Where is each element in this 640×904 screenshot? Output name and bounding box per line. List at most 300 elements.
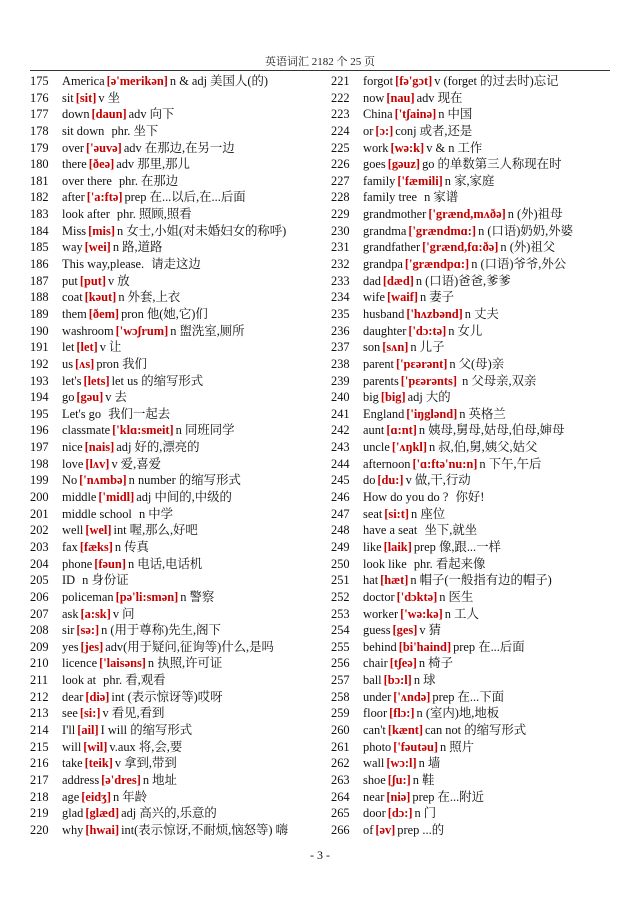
entry-definition: n 女儿 bbox=[448, 323, 483, 338]
entry-number: 264 bbox=[331, 789, 350, 804]
entry-phonetic: [lʌv] bbox=[85, 456, 110, 471]
entry-word: like bbox=[363, 539, 382, 554]
vocab-entry bbox=[30, 306, 330, 323]
entry-definition: prep 在...下面 bbox=[432, 689, 504, 704]
entry-word: shoe bbox=[363, 772, 386, 787]
entry-phonetic: ['dɔ:tə] bbox=[408, 323, 447, 338]
vocab-entry bbox=[30, 123, 330, 140]
entry-definition: n 座位 bbox=[411, 506, 446, 521]
entry-definition: n 家,家庭 bbox=[444, 173, 495, 188]
entry-word: sir bbox=[62, 623, 75, 638]
entry-definition: int 喔,那么,好吧 bbox=[113, 523, 198, 538]
entry-word: near bbox=[363, 789, 385, 804]
entry-definition: conj 或者,还是 bbox=[395, 123, 473, 138]
entry-number: 253 bbox=[331, 606, 350, 621]
entry-phonetic: [ʃu:] bbox=[387, 772, 411, 787]
entry-number: 201 bbox=[30, 506, 49, 521]
entry-number: 211 bbox=[30, 673, 49, 688]
entry-number: 234 bbox=[331, 290, 350, 305]
entry-word: China bbox=[363, 107, 393, 122]
entry-phonetic: [bi'haind] bbox=[398, 639, 452, 654]
entry-number: 214 bbox=[30, 722, 49, 737]
entry-phonetic: ['grændmɑ:] bbox=[408, 223, 477, 238]
entry-word: will bbox=[62, 739, 82, 754]
entry-number: 215 bbox=[30, 739, 49, 754]
vocab-entry bbox=[331, 73, 613, 90]
entry-word: forgot bbox=[363, 74, 394, 88]
entry-phonetic: [wɔ:l] bbox=[386, 756, 417, 771]
vocab-entry bbox=[331, 273, 613, 290]
entry-definition: v 做,干,行动 bbox=[405, 473, 471, 488]
entry-number: 221 bbox=[331, 74, 350, 88]
entry-definition: v 猜 bbox=[419, 623, 442, 638]
entry-number: 263 bbox=[331, 772, 350, 787]
entry-definition: v 让 bbox=[99, 340, 122, 355]
entry-number: 261 bbox=[331, 739, 350, 754]
entry-phonetic: [let] bbox=[76, 340, 98, 355]
vocab-entry bbox=[30, 206, 330, 223]
vocab-entry bbox=[331, 722, 613, 739]
entry-phonetic: ['iŋglənd] bbox=[406, 406, 458, 421]
vocab-entry bbox=[30, 755, 330, 772]
vocab-entry bbox=[30, 223, 330, 240]
entry-definition: adj 中间的,中级的 bbox=[136, 490, 232, 505]
entry-definition: phr. 坐下 bbox=[108, 123, 159, 138]
entry-definition: phr. 在那边 bbox=[115, 173, 179, 188]
entry-number: 254 bbox=[331, 623, 350, 638]
entry-phonetic: ['wɔʃrum] bbox=[115, 323, 169, 338]
entry-number: 243 bbox=[331, 440, 350, 455]
vocab-entry bbox=[331, 522, 613, 539]
entry-word: grandpa bbox=[363, 257, 403, 272]
entry-definition: n 身份证 bbox=[79, 573, 129, 588]
vocab-column-right bbox=[331, 73, 613, 838]
vocab-entry bbox=[331, 739, 613, 756]
entry-number: 209 bbox=[30, 639, 49, 654]
entry-definition: n 球 bbox=[413, 673, 436, 688]
vocab-entry bbox=[30, 506, 330, 523]
entry-number: 195 bbox=[30, 406, 49, 421]
entry-number: 237 bbox=[331, 340, 350, 355]
entry-word: have a seat bbox=[363, 523, 418, 538]
header-divider bbox=[30, 70, 610, 71]
entry-phonetic: [ðem] bbox=[88, 306, 120, 321]
vocab-entry bbox=[30, 705, 330, 722]
entry-definition: phr. 照顾,照看 bbox=[113, 207, 192, 222]
vocab-entry bbox=[30, 822, 330, 839]
vocab-entry bbox=[331, 456, 613, 473]
vocab-entry bbox=[331, 256, 613, 273]
entry-number: 179 bbox=[30, 140, 49, 155]
entry-number: 229 bbox=[331, 207, 350, 222]
entry-number: 181 bbox=[30, 173, 49, 188]
entry-phonetic: [nais] bbox=[84, 440, 115, 455]
vocab-entry bbox=[331, 822, 613, 839]
entry-word: now bbox=[363, 90, 385, 105]
entry-phonetic: ['wə:kə] bbox=[400, 606, 443, 621]
entry-number: 210 bbox=[30, 656, 49, 671]
entry-number: 228 bbox=[331, 190, 350, 205]
entry-definition: n (外)祖母 bbox=[507, 207, 563, 222]
entry-definition: v & n 工作 bbox=[426, 140, 483, 155]
entry-definition: let us 的缩写形式 bbox=[111, 373, 204, 388]
entry-word: nice bbox=[62, 440, 83, 455]
entry-definition: n 路,道路 bbox=[112, 240, 163, 255]
entry-word: policeman bbox=[62, 589, 114, 604]
entry-phonetic: ['ʌndə] bbox=[393, 689, 431, 704]
entry-phonetic: [ɔ:] bbox=[375, 123, 394, 138]
entry-definition: n 中学 bbox=[135, 506, 174, 521]
entry-word: can't bbox=[363, 722, 386, 737]
entry-phonetic: [glæd] bbox=[85, 806, 120, 821]
vocab-entry bbox=[30, 389, 330, 406]
vocab-entry bbox=[331, 606, 613, 623]
entry-definition: n 父(母)亲 bbox=[449, 356, 505, 371]
entry-number: 175 bbox=[30, 74, 49, 88]
entry-word: washroom bbox=[62, 323, 114, 338]
entry-number: 231 bbox=[331, 240, 350, 255]
entry-definition: pron 他(她,它)们 bbox=[121, 306, 208, 321]
vocab-entry bbox=[331, 572, 613, 589]
vocab-entry bbox=[30, 189, 330, 206]
entry-definition: go 的单数第三人称现在时 bbox=[422, 157, 562, 172]
entry-definition: adv 在那边,在另一边 bbox=[123, 140, 235, 155]
vocab-entry bbox=[331, 689, 613, 706]
entry-word: daughter bbox=[363, 323, 407, 338]
entry-phonetic: ['hʌzbənd] bbox=[406, 306, 463, 321]
entry-word: look at bbox=[62, 673, 97, 688]
entry-number: 266 bbox=[331, 822, 350, 837]
entry-number: 185 bbox=[30, 240, 49, 255]
entry-word: This way,please. bbox=[62, 257, 145, 272]
entry-number: 188 bbox=[30, 290, 49, 305]
entry-definition: n 照片 bbox=[439, 739, 475, 754]
entry-word: parent bbox=[363, 356, 394, 371]
entry-word: grandfather bbox=[363, 240, 421, 255]
entry-word: husband bbox=[363, 306, 405, 321]
entry-phonetic: ['grændpɑ:] bbox=[404, 257, 470, 272]
entry-phonetic: ['fæmili] bbox=[397, 173, 443, 188]
entry-word: worker bbox=[363, 606, 399, 621]
entry-word: of bbox=[363, 822, 374, 837]
entry-phonetic: [kəut] bbox=[84, 290, 117, 305]
entry-definition: prep 在...以后,在...后面 bbox=[124, 190, 246, 205]
vocab-entry bbox=[30, 539, 330, 556]
entry-word: after bbox=[62, 190, 85, 205]
entry-word: over bbox=[62, 140, 85, 155]
vocab-column-left bbox=[30, 73, 330, 838]
vocab-entry bbox=[30, 156, 330, 173]
vocab-entry bbox=[30, 589, 330, 606]
entry-definition: n 工人 bbox=[444, 606, 479, 621]
vocab-entry bbox=[331, 239, 613, 256]
entry-word: why bbox=[62, 822, 84, 837]
entry-word: fax bbox=[62, 539, 78, 554]
entry-phonetic: [daun] bbox=[91, 107, 127, 122]
entry-phonetic: ['grænd,fɑ:ðə] bbox=[422, 240, 499, 255]
entry-phonetic: [pə'li:smən] bbox=[115, 589, 179, 604]
entry-number: 208 bbox=[30, 623, 49, 638]
entry-number: 198 bbox=[30, 456, 49, 471]
entry-word: No bbox=[62, 473, 78, 488]
entry-word: put bbox=[62, 273, 78, 288]
entry-word: dear bbox=[62, 689, 84, 704]
entry-phonetic: [sʌn] bbox=[382, 340, 409, 355]
entry-definition: adj 大的 bbox=[407, 390, 451, 405]
entry-definition: n (用于尊称)先生,阁下 bbox=[101, 623, 221, 638]
entry-phonetic: [lets] bbox=[83, 373, 110, 388]
entry-number: 232 bbox=[331, 257, 350, 272]
entry-phonetic: [ðeə] bbox=[88, 157, 115, 172]
vocab-entry bbox=[331, 589, 613, 606]
entry-number: 242 bbox=[331, 423, 350, 438]
entry-number: 206 bbox=[30, 589, 49, 604]
entry-phonetic: [fəun] bbox=[94, 556, 126, 571]
vocab-entry bbox=[331, 489, 613, 506]
entry-definition: 我们一起去 bbox=[105, 406, 171, 421]
vocab-entry bbox=[30, 789, 330, 806]
entry-definition: int (表示惊讶等)哎呀 bbox=[111, 689, 223, 704]
entry-phonetic: [waif] bbox=[387, 290, 418, 305]
entry-number: 258 bbox=[331, 689, 350, 704]
entry-definition: prep ...的 bbox=[397, 822, 445, 837]
entry-definition: adv 现在 bbox=[416, 90, 463, 105]
entry-definition: n 姨母,舅母,姑母,伯母,婶母 bbox=[418, 423, 565, 438]
entry-definition: n & adj 美国人(的) bbox=[169, 74, 268, 88]
entry-word: middle school bbox=[62, 506, 132, 521]
entry-word: ball bbox=[363, 673, 382, 688]
entry-word: sit down bbox=[62, 123, 105, 138]
entry-definition: n 帽子(一般指有边的帽子) bbox=[410, 573, 552, 588]
entry-phonetic: ['dɔktə] bbox=[396, 589, 438, 604]
vocab-entry bbox=[331, 323, 613, 340]
entry-number: 226 bbox=[331, 157, 350, 172]
entry-number: 256 bbox=[331, 656, 350, 671]
entry-phonetic: [a:sk] bbox=[80, 606, 111, 621]
vocab-entry bbox=[331, 306, 613, 323]
entry-phonetic: ['fəutəu] bbox=[393, 739, 438, 754]
entry-word: goes bbox=[363, 157, 386, 172]
vocab-entry bbox=[331, 406, 613, 423]
entry-number: 203 bbox=[30, 539, 49, 554]
entry-word: there bbox=[62, 157, 87, 172]
entry-word: behind bbox=[363, 639, 397, 654]
vocab-entry bbox=[331, 472, 613, 489]
entry-definition: prep 在...后面 bbox=[453, 639, 525, 654]
entry-word: wall bbox=[363, 756, 385, 771]
entry-word: look after bbox=[62, 207, 110, 222]
entry-number: 191 bbox=[30, 340, 49, 355]
entry-definition: n 地址 bbox=[142, 772, 177, 787]
entry-definition: n 门 bbox=[414, 806, 437, 821]
entry-word: son bbox=[363, 340, 381, 355]
entry-number: 197 bbox=[30, 440, 49, 455]
entry-number: 238 bbox=[331, 356, 350, 371]
entry-definition: adv 向下 bbox=[128, 107, 175, 122]
vocab-entry bbox=[30, 689, 330, 706]
entry-word: grandmother bbox=[363, 207, 427, 222]
entry-definition: v 看见,看到 bbox=[102, 706, 165, 721]
entry-phonetic: [mis] bbox=[88, 223, 115, 238]
vocab-entry bbox=[30, 672, 330, 689]
entry-phonetic: [wil] bbox=[83, 739, 108, 754]
vocab-entry bbox=[331, 422, 613, 439]
entry-phonetic: ['midl] bbox=[98, 490, 135, 505]
entry-phonetic: [sit] bbox=[75, 90, 97, 105]
entry-number: 239 bbox=[331, 373, 350, 388]
entry-phonetic: [eidʒ] bbox=[81, 789, 111, 804]
entry-number: 247 bbox=[331, 506, 350, 521]
vocab-entry bbox=[30, 556, 330, 573]
vocab-entry bbox=[30, 422, 330, 439]
entry-word: guess bbox=[363, 623, 391, 638]
entry-word: Miss bbox=[62, 223, 87, 238]
entry-word: family tree bbox=[363, 190, 418, 205]
entry-word: let's bbox=[62, 373, 82, 388]
entry-definition: n (口语)奶奶,外婆 bbox=[478, 223, 574, 238]
entry-word: see bbox=[62, 706, 78, 721]
entry-phonetic: [fæks] bbox=[79, 539, 113, 554]
entry-definition: phr. 看起来像 bbox=[410, 556, 486, 571]
vocab-entry bbox=[30, 256, 330, 273]
vocab-entry bbox=[331, 189, 613, 206]
entry-phonetic: [wə:k] bbox=[390, 140, 425, 155]
vocab-entry bbox=[331, 373, 613, 390]
entry-phonetic: [niə] bbox=[386, 789, 411, 804]
vocab-entry bbox=[331, 539, 613, 556]
entry-phonetic: [əv] bbox=[375, 822, 396, 837]
entry-definition: 你好! bbox=[452, 490, 485, 505]
entry-word: yes bbox=[62, 639, 79, 654]
entry-definition: n 下午,午后 bbox=[479, 456, 542, 471]
entry-definition: n 中国 bbox=[438, 107, 473, 122]
entry-phonetic: [ɑ:nt] bbox=[386, 423, 417, 438]
entry-phonetic: [si:] bbox=[79, 706, 101, 721]
entry-word: America bbox=[62, 74, 105, 88]
entry-number: 233 bbox=[331, 273, 350, 288]
entry-number: 190 bbox=[30, 323, 49, 338]
entry-definition: phr. 看,观看 bbox=[100, 673, 166, 688]
vocab-entry bbox=[30, 356, 330, 373]
entry-number: 225 bbox=[331, 140, 350, 155]
entry-phonetic: [fə'gɔt] bbox=[395, 74, 433, 88]
vocab-entry bbox=[331, 655, 613, 672]
entry-definition: n 椅子 bbox=[418, 656, 453, 671]
entry-word: take bbox=[62, 756, 83, 771]
entry-number: 251 bbox=[331, 573, 350, 588]
entry-definition: adv 那里,那儿 bbox=[116, 157, 190, 172]
vocab-entry bbox=[331, 622, 613, 639]
vocab-entry bbox=[331, 639, 613, 656]
vocab-entry bbox=[30, 739, 330, 756]
entry-number: 223 bbox=[331, 107, 350, 122]
entry-number: 202 bbox=[30, 523, 49, 538]
entry-word: Let's go bbox=[62, 406, 102, 421]
vocab-entry bbox=[331, 339, 613, 356]
vocab-entry bbox=[30, 339, 330, 356]
entry-number: 182 bbox=[30, 190, 49, 205]
entry-word: England bbox=[363, 406, 405, 421]
vocab-entry bbox=[331, 755, 613, 772]
entry-word: classmate bbox=[62, 423, 111, 438]
entry-number: 259 bbox=[331, 706, 350, 721]
vocab-entry bbox=[331, 772, 613, 789]
entry-definition: n (室内)地,地板 bbox=[416, 706, 500, 721]
vocab-entry bbox=[331, 223, 613, 240]
vocab-entry bbox=[331, 805, 613, 822]
entry-word: big bbox=[363, 390, 379, 405]
entry-phonetic: [ə'merikən] bbox=[106, 74, 168, 88]
entry-definition: n 传真 bbox=[114, 539, 149, 554]
entry-number: 207 bbox=[30, 606, 49, 621]
entry-definition: n 英格兰 bbox=[459, 406, 506, 421]
vocab-entry bbox=[30, 239, 330, 256]
entry-number: 199 bbox=[30, 473, 49, 488]
entry-number: 249 bbox=[331, 539, 350, 554]
entry-number: 187 bbox=[30, 273, 49, 288]
vocab-entry bbox=[30, 655, 330, 672]
entry-phonetic: [gəuz] bbox=[387, 157, 421, 172]
entry-word: them bbox=[62, 306, 87, 321]
vocab-entry bbox=[331, 506, 613, 523]
entry-phonetic: ['klɑ:smeit] bbox=[112, 423, 174, 438]
vocab-entry bbox=[30, 289, 330, 306]
vocab-entry bbox=[30, 805, 330, 822]
entry-word: or bbox=[363, 123, 374, 138]
entry-number: 183 bbox=[30, 207, 49, 222]
vocab-entry bbox=[331, 289, 613, 306]
entry-phonetic: [laik] bbox=[383, 539, 412, 554]
entry-definition: n 盥洗室,厕所 bbox=[170, 323, 245, 338]
entry-definition: pron 我们 bbox=[96, 356, 147, 371]
page-number: - 3 - bbox=[310, 848, 330, 862]
entry-phonetic: ['a:ftə] bbox=[86, 190, 123, 205]
entry-number: 177 bbox=[30, 107, 49, 122]
entry-definition: n (外)祖父 bbox=[500, 240, 556, 255]
entry-word: How do you do ? bbox=[363, 490, 449, 505]
vocab-entry bbox=[30, 772, 330, 789]
entry-word: work bbox=[363, 140, 389, 155]
entry-definition: 请走这边 bbox=[148, 257, 201, 272]
entry-definition: n 电话,电话机 bbox=[127, 556, 203, 571]
entry-number: 176 bbox=[30, 90, 49, 105]
entry-phonetic: [sə:] bbox=[76, 623, 100, 638]
entry-number: 224 bbox=[331, 123, 350, 138]
vocab-entry bbox=[331, 439, 613, 456]
vocab-entry bbox=[30, 639, 330, 656]
entry-word: address bbox=[62, 772, 100, 787]
vocab-entry bbox=[30, 273, 330, 290]
entry-phonetic: [du:] bbox=[377, 473, 404, 488]
entry-definition: v 拿到,带到 bbox=[114, 756, 177, 771]
entry-definition: adj 高兴的,乐意的 bbox=[121, 806, 217, 821]
vocab-entry bbox=[331, 705, 613, 722]
entry-definition: adv(用于疑问,征询等)什么,是吗 bbox=[105, 639, 274, 654]
entry-phonetic: [wei] bbox=[84, 240, 111, 255]
vocab-entry bbox=[30, 722, 330, 739]
entry-number: 265 bbox=[331, 806, 350, 821]
entry-definition: v 放 bbox=[108, 273, 130, 288]
entry-definition: 坐下,就坐 bbox=[421, 523, 478, 538]
entry-phonetic: [ail] bbox=[77, 722, 99, 737]
entry-number: 255 bbox=[331, 639, 350, 654]
entry-definition: adj 好的,漂亮的 bbox=[116, 440, 200, 455]
entry-number: 227 bbox=[331, 173, 350, 188]
entry-definition: n 医生 bbox=[439, 589, 474, 604]
entry-number: 217 bbox=[30, 772, 49, 787]
entry-definition: n (口语)爷爷,外公 bbox=[471, 257, 567, 272]
entry-number: 200 bbox=[30, 490, 49, 505]
